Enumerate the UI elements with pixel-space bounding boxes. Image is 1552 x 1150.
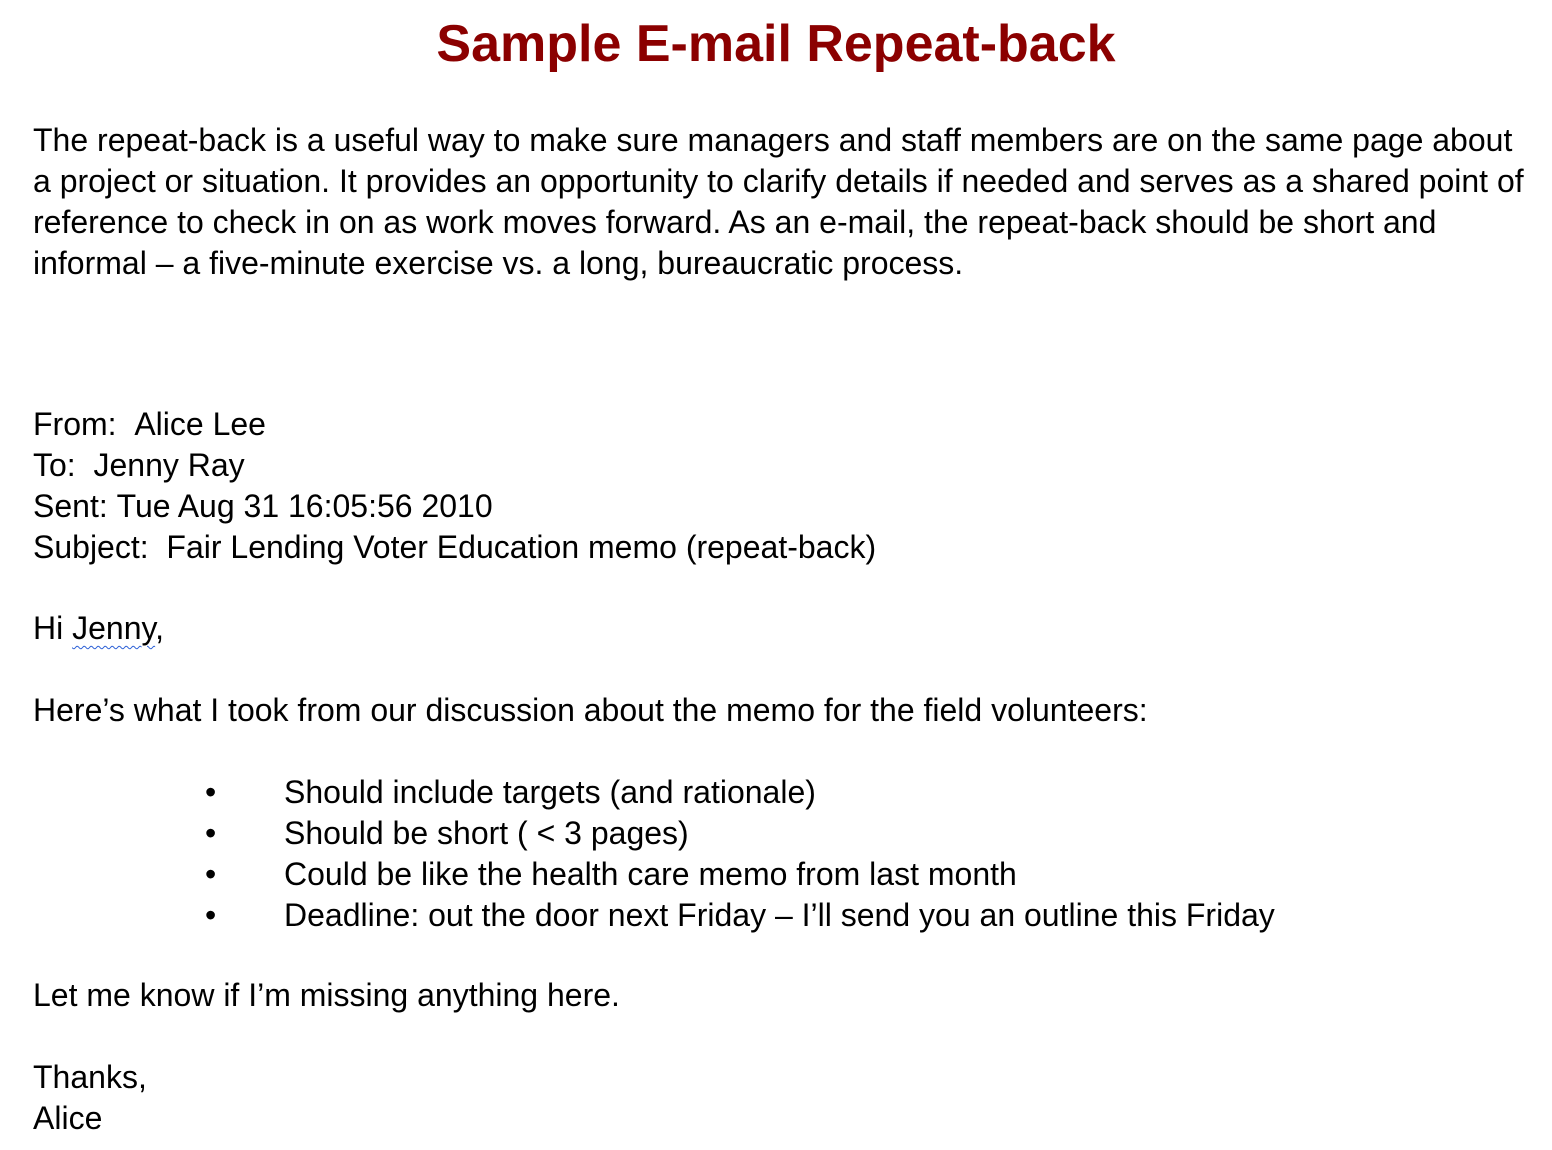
greeting (33, 608, 164, 649)
from-label: From: (33, 406, 117, 442)
bullet-item (0, 813, 1552, 854)
greeting-name: Jenny (72, 610, 156, 646)
email-from-line (33, 404, 266, 445)
greeting-prefix: Hi (33, 610, 73, 646)
email-sent-line (33, 486, 493, 527)
subject-value: Fair Lending Voter Education memo (repeat-back) (166, 529, 877, 565)
subject-label: Subject: (33, 529, 149, 565)
bullet-item (0, 772, 1552, 813)
email-to-line (33, 445, 245, 486)
signature: Alice (33, 1100, 103, 1136)
bullet-text: Should be short ( < 3 pages) (284, 815, 689, 851)
closing-sentence: Let me know if I’m missing anything here. (33, 977, 620, 1013)
bullet-text: Should include targets (and rationale) (284, 774, 816, 810)
lead-in-sentence: Here’s what I took from our discussion about the memo for the field volunteers: (33, 692, 1148, 728)
document-title: Sample E-mail Repeat-back (436, 15, 1116, 73)
bullet-dot-icon: • (205, 897, 217, 933)
sent-label: Sent: (33, 488, 108, 524)
sent-value: Tue Aug 31 16:05:56 2010 (116, 488, 493, 524)
greeting-suffix: , (155, 610, 165, 646)
bullet-text: Deadline: out the door next Friday – I’ll send you an outline this Friday (284, 897, 1275, 933)
bullet-dot-icon: • (205, 856, 217, 892)
email-subject-line (33, 527, 876, 568)
bullet-dot-icon: • (205, 774, 217, 810)
bullet-text: Could be like the health care memo from last month (284, 856, 1017, 892)
to-value: Jenny Ray (93, 447, 245, 483)
from-value: Alice Lee (134, 406, 266, 442)
bullet-item (0, 854, 1552, 895)
bullet-dot-icon: • (205, 815, 217, 851)
to-label: To: (33, 447, 76, 483)
intro-paragraph: The repeat-back is a useful way to make sure managers and staff members are on the same page about a project or situation. It provides an opportunity to clarify details if needed and serves as a shared point of reference to check in on as work moves forward. As an e-mail, the repeat-back should be short and informal – a five-minute exercise vs. a long, bureaucratic process. (33, 122, 1524, 281)
signoff: Thanks, (33, 1059, 147, 1095)
bullet-item (0, 895, 1552, 936)
